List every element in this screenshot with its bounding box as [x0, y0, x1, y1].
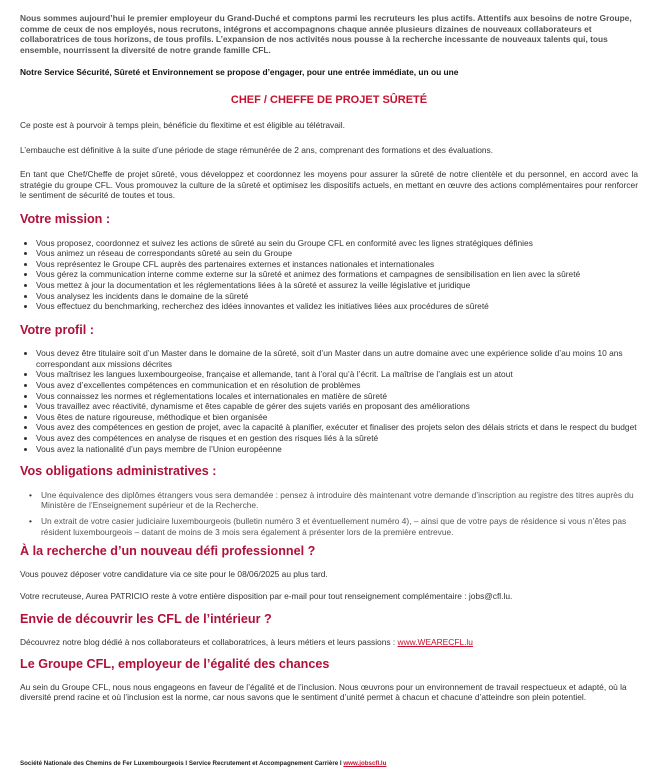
mission-item: • Vous effectuez du benchmarking, recherchez des idées innovantes et validez les initiatives liées aux procédures de sûreté — [36, 301, 638, 312]
obligation-item: • Un extrait de votre casier judiciaire luxembourgeois (bulletin numéro 3 et éventuellement numéro 4), – ainsi que de votre pays de résidence si vous n’êtes pas résident luxembourgeois – datant de moins de 3 mois sera également à présenter lors de la première entrevue. — [41, 516, 638, 537]
obligations-heading: Vos obligations administratives : — [20, 464, 217, 479]
obligation-item: • Une équivalence des diplômes étrangers vous sera demandée : pensez à introduire dès maintenant votre demande d’inscription au registre des titres auprès du Ministère de l’Enseignement supérieur et de la Recherche. — [41, 490, 638, 511]
profile-item: • Vous avez la nationalité d’un pays membre de l’Union européenne — [36, 444, 638, 455]
mission-item: • Vous représentez le Groupe CFL auprès des partenaires externes et instances nationales et internationales — [36, 259, 638, 270]
profile-item: • Vous êtes de nature rigoureuse, méthodique et bien organisée — [36, 412, 638, 423]
profile-item: • Vous travaillez avec réactivité, dynamisme et êtes capable de gérer des sujets variés en proposant des améliorations — [36, 401, 638, 412]
mission-list — [20, 238, 638, 312]
equality-paragraph: Au sein du Groupe CFL, nous nous engageons en faveur de l’égalité et de l’inclusion. Nous œuvrons pour un environnement de travail respectueux et adapté, où la diversité prend racine et où l’inclusion est la norme, car nous savons que le sentiment d’unité permet à chacun et chacune d’atteindre son plein potentiel. — [20, 681, 627, 703]
apply-heading: À la recherche d’un nouveau défi professionnel ? — [20, 544, 316, 559]
profile-list — [20, 348, 638, 454]
role-paragraph: En tant que Chef/Cheffe de projet sûreté, vous développez et coordonnez les moyens pour assurer la sûreté de notre clientèle et du personnel, en accord avec la stratégie du groupe CFL. Vous promouvez la culture de la sûreté et optimisez les dispositifs actuels, en mettant en œuvre des actions complémentaires pour renforcer le sentiment de sécurité de toutes et tous. — [20, 169, 638, 201]
profile-item: • Vous avez des compétences en analyse de risques et en gestion des risques liés à la sûreté — [36, 433, 638, 444]
profile-heading: Votre profil : — [20, 322, 94, 337]
mission-item: • Vous proposez, coordonnez et suivez les actions de sûreté au sein du Groupe CFL en conformité avec les lignes stratégiques définies — [36, 238, 638, 249]
profile-item: • Vous avez des compétences en gestion de projet, avec la capacité à planifier, exécuter et finaliser des projets selon des délais stricts et dans le respect du budget — [36, 422, 638, 433]
obligations-list — [20, 490, 638, 537]
profile-item: • Vous maîtrisez les langues luxembourgeoise, française et allemande, tant à l’oral qu’à l’écrit. La maîtrise de l’anglais est un atout — [36, 369, 638, 380]
apply-deadline: Vous pouvez déposer votre candidature via ce site pour le 08/06/2025 au plus tard. — [20, 568, 328, 579]
mission-item: • Vous gérez la communication interne comme externe sur la sûreté et animez des formations et campagnes de sensibilisation en lien avec la sûreté — [36, 269, 638, 280]
trial-paragraph: L’embauche est définitive à la suite d’une période de stage rémunérée de 2 ans, comprenant des formations et des évaluations. — [20, 144, 494, 155]
equality-heading: Le Groupe CFL, employeur de l’égalité des chances — [20, 657, 330, 672]
footer-text: Société Nationale des Chemins de Fer Luxembourgeois I Service Recrutement et Accompagnement Carrière I — [20, 760, 344, 767]
mission-item: • Vous analysez les incidents dans le domaine de la sûreté — [36, 291, 638, 302]
job-title: CHEF / CHEFFE DE PROJET SÛRETÉ — [230, 93, 428, 106]
footer-link[interactable]: www.jobscfl.lu — [343, 760, 387, 767]
mission-item: • Vous animez un réseau de correspondants sûreté au sein du Groupe — [36, 248, 638, 259]
profile-item: • Vous avez d’excellentes compétences en communication et en résolution de problèmes — [36, 380, 638, 391]
footer — [20, 759, 386, 770]
fulltime-paragraph: Ce poste est à pourvoir à temps plein, bénéficie du flexitime et est éligible au télétravail. — [20, 119, 345, 130]
profile-item: • Vous connaissez les normes et réglementations locales et internationales en matière de sûreté — [36, 391, 638, 402]
blog-text: Découvrez notre blog dédié à nos collaborateurs et collaboratrices, à leurs métiers et leurs passions : — [20, 636, 398, 647]
mission-heading: Votre mission : — [20, 211, 111, 226]
blog-paragraph — [20, 637, 638, 648]
intro-paragraph: Nous sommes aujourd’hui le premier employeur du Grand-Duché et comptons parmi les recruteurs les plus actifs. Attentifs aux besoins de notre Groupe, comme de ceux de nos employés, nous recrutons, intégrons et accompagnons chaque année plusieurs dizaines de nouveaux collaborateurs et collaboratrices de tous horizons, de tous profils. L’expansion de nos activités nous pousse à la recherche incessante de nouveaux talents qui, tous ensemble, nourrissent la diversité de notre grande famille CFL. — [20, 13, 632, 55]
blog-link[interactable]: www.WEARECFL.lu — [397, 636, 473, 647]
blog-heading: Envie de découvrir les CFL de l’intérieur ? — [20, 611, 272, 626]
profile-item: • Vous devez être titulaire soit d’un Master dans le domaine de la sûreté, soit d’un Master dans un autre domaine avec une expérience solide d’au moins 10 ans correspondant aux missions décrites — [36, 348, 638, 369]
service-line: Notre Service Sécurité, Sûreté et Environnement se propose d’engager, pour une entrée immédiate, un ou une — [20, 67, 459, 78]
mission-item: • Vous mettez à jour la documentation et les réglementations liées à la sûreté et assurez la veille législative et juridique — [36, 280, 638, 291]
recruiter-contact: Votre recruteuse, Aurea PATRICIO reste à votre entière disposition par e-mail pour tout renseignement complémentaire : jobs@cfl.lu. — [20, 591, 513, 602]
